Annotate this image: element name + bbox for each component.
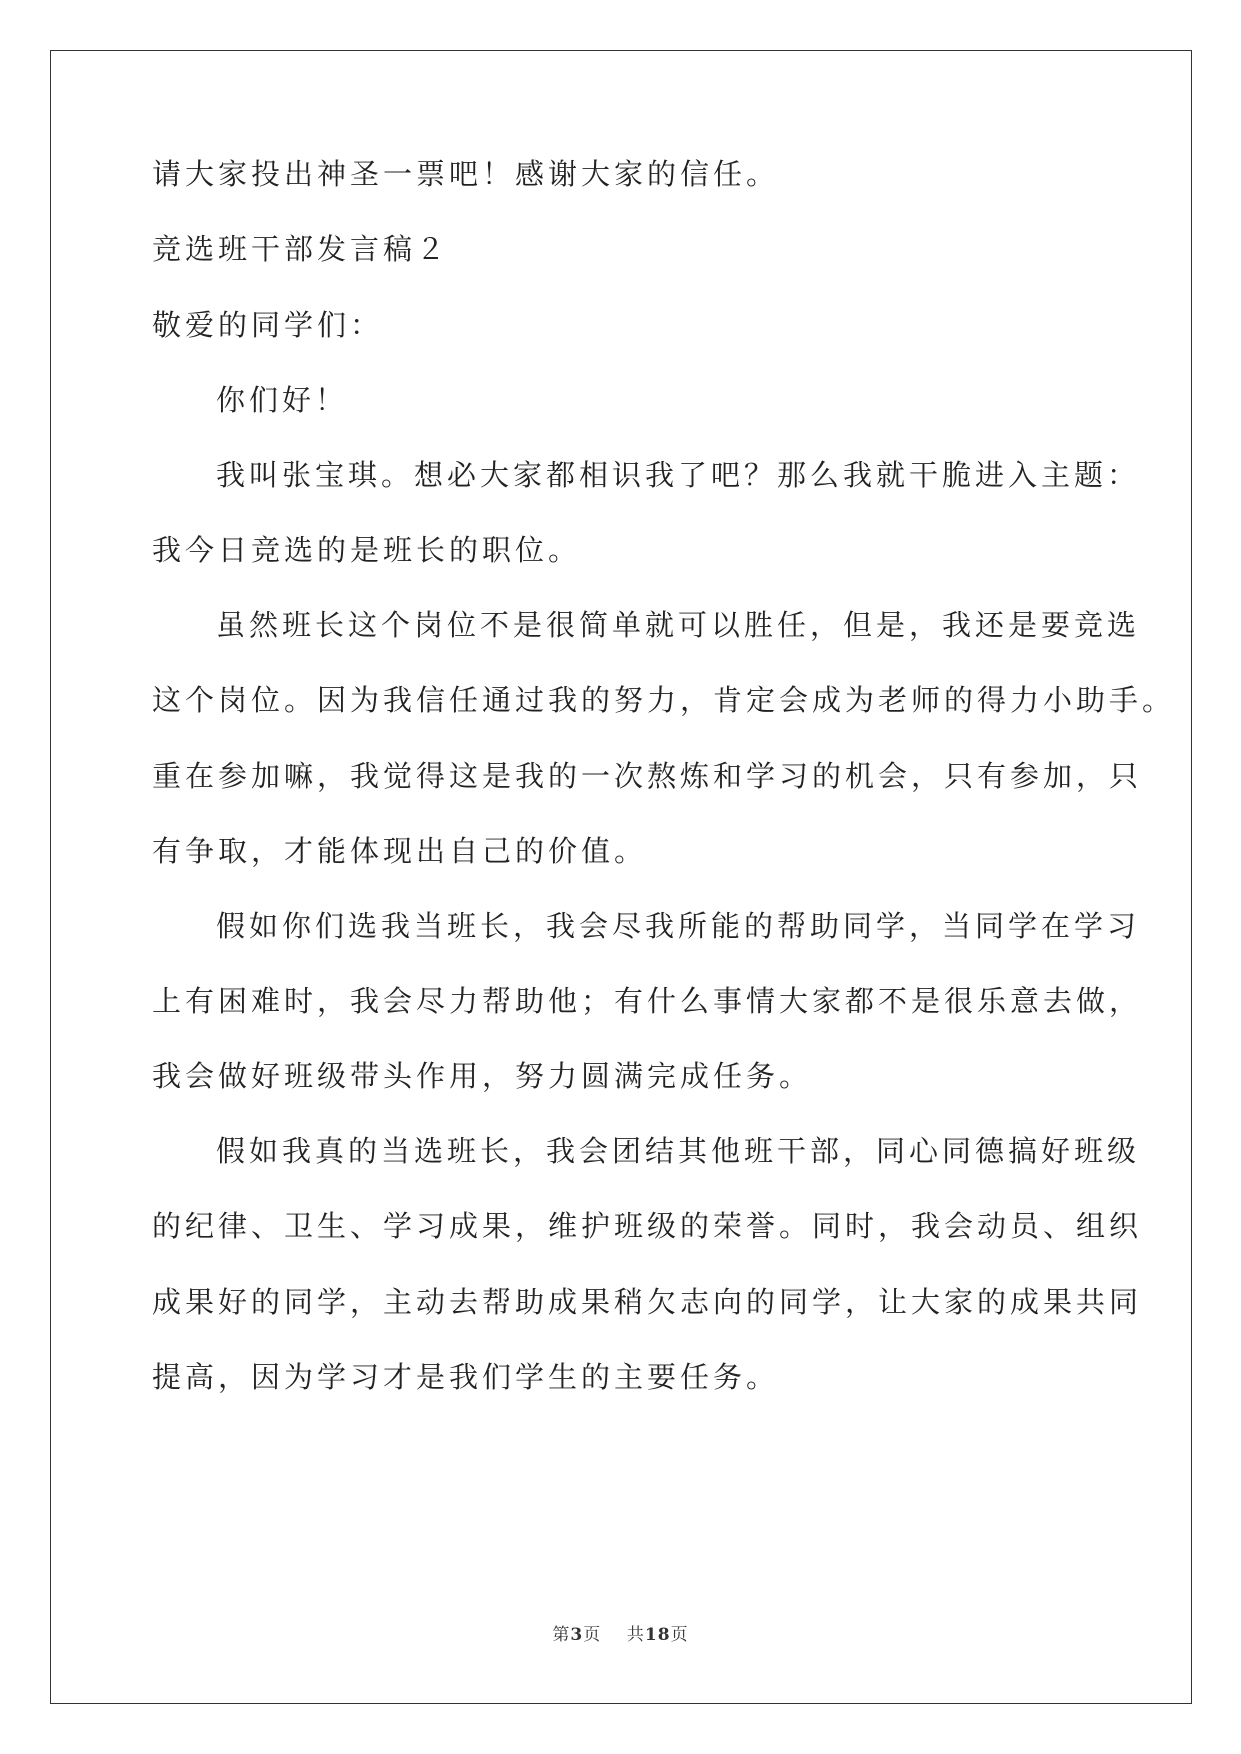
- total-suffix: 页: [670, 1625, 689, 1645]
- text-line: 有争取，才能体现出自己的价值。: [152, 834, 648, 868]
- text-line: 的纪律、卫生、学习成果，维护班级的荣誉。同时，我会动员、组织: [152, 1209, 1143, 1243]
- total-prefix: 共: [626, 1625, 645, 1645]
- greeting: 你们好！: [216, 383, 349, 417]
- text-line: 重在参加嘛，我觉得这是我的一次熬炼和学习的机会，只有参加，只: [152, 759, 1143, 793]
- page-border: [50, 50, 1192, 1704]
- text-line: 成果好的同学，主动去帮助成果稍欠志向的同学，让大家的成果共同: [152, 1285, 1143, 1319]
- text-line: 我叫张宝琪。想必大家都相识我了吧？那么我就干脆进入主题：: [216, 458, 1141, 492]
- total-pages: 18: [644, 1625, 671, 1645]
- text-line: 提高，因为学习才是我们学生的主要任务。: [152, 1360, 780, 1394]
- text-line: 我今日竞选的是班长的职位。: [152, 533, 582, 567]
- page-footer: [0, 1620, 1241, 1645]
- text-line: 我会做好班级带头作用，努力圆满完成任务。: [152, 1059, 813, 1093]
- page-prefix: 第: [552, 1625, 571, 1645]
- section-title: 竞选班干部发言稿２: [152, 232, 450, 266]
- salutation: 敬爱的同学们：: [152, 308, 384, 342]
- text-line: 假如我真的当选班长，我会团结其他班干部，同心同德搞好班级: [216, 1134, 1141, 1168]
- text-line: 这个岗位。因为我信任通过我的努力，肯定会成为老师的得力小助手。: [152, 683, 1176, 717]
- text-line: 上有困难时，我会尽力帮助他；有什么事情大家都不是很乐意去做，: [152, 984, 1143, 1018]
- text-line: 假如你们选我当班长，我会尽我所能的帮助同学，当同学在学习: [216, 909, 1141, 943]
- text-line: 虽然班长这个岗位不是很简单就可以胜任，但是，我还是要竞选: [216, 608, 1141, 642]
- page-number: 3: [570, 1625, 584, 1645]
- text-line: 请大家投出神圣一票吧！感谢大家的信任。: [152, 157, 780, 191]
- page-suffix: 页: [583, 1625, 602, 1645]
